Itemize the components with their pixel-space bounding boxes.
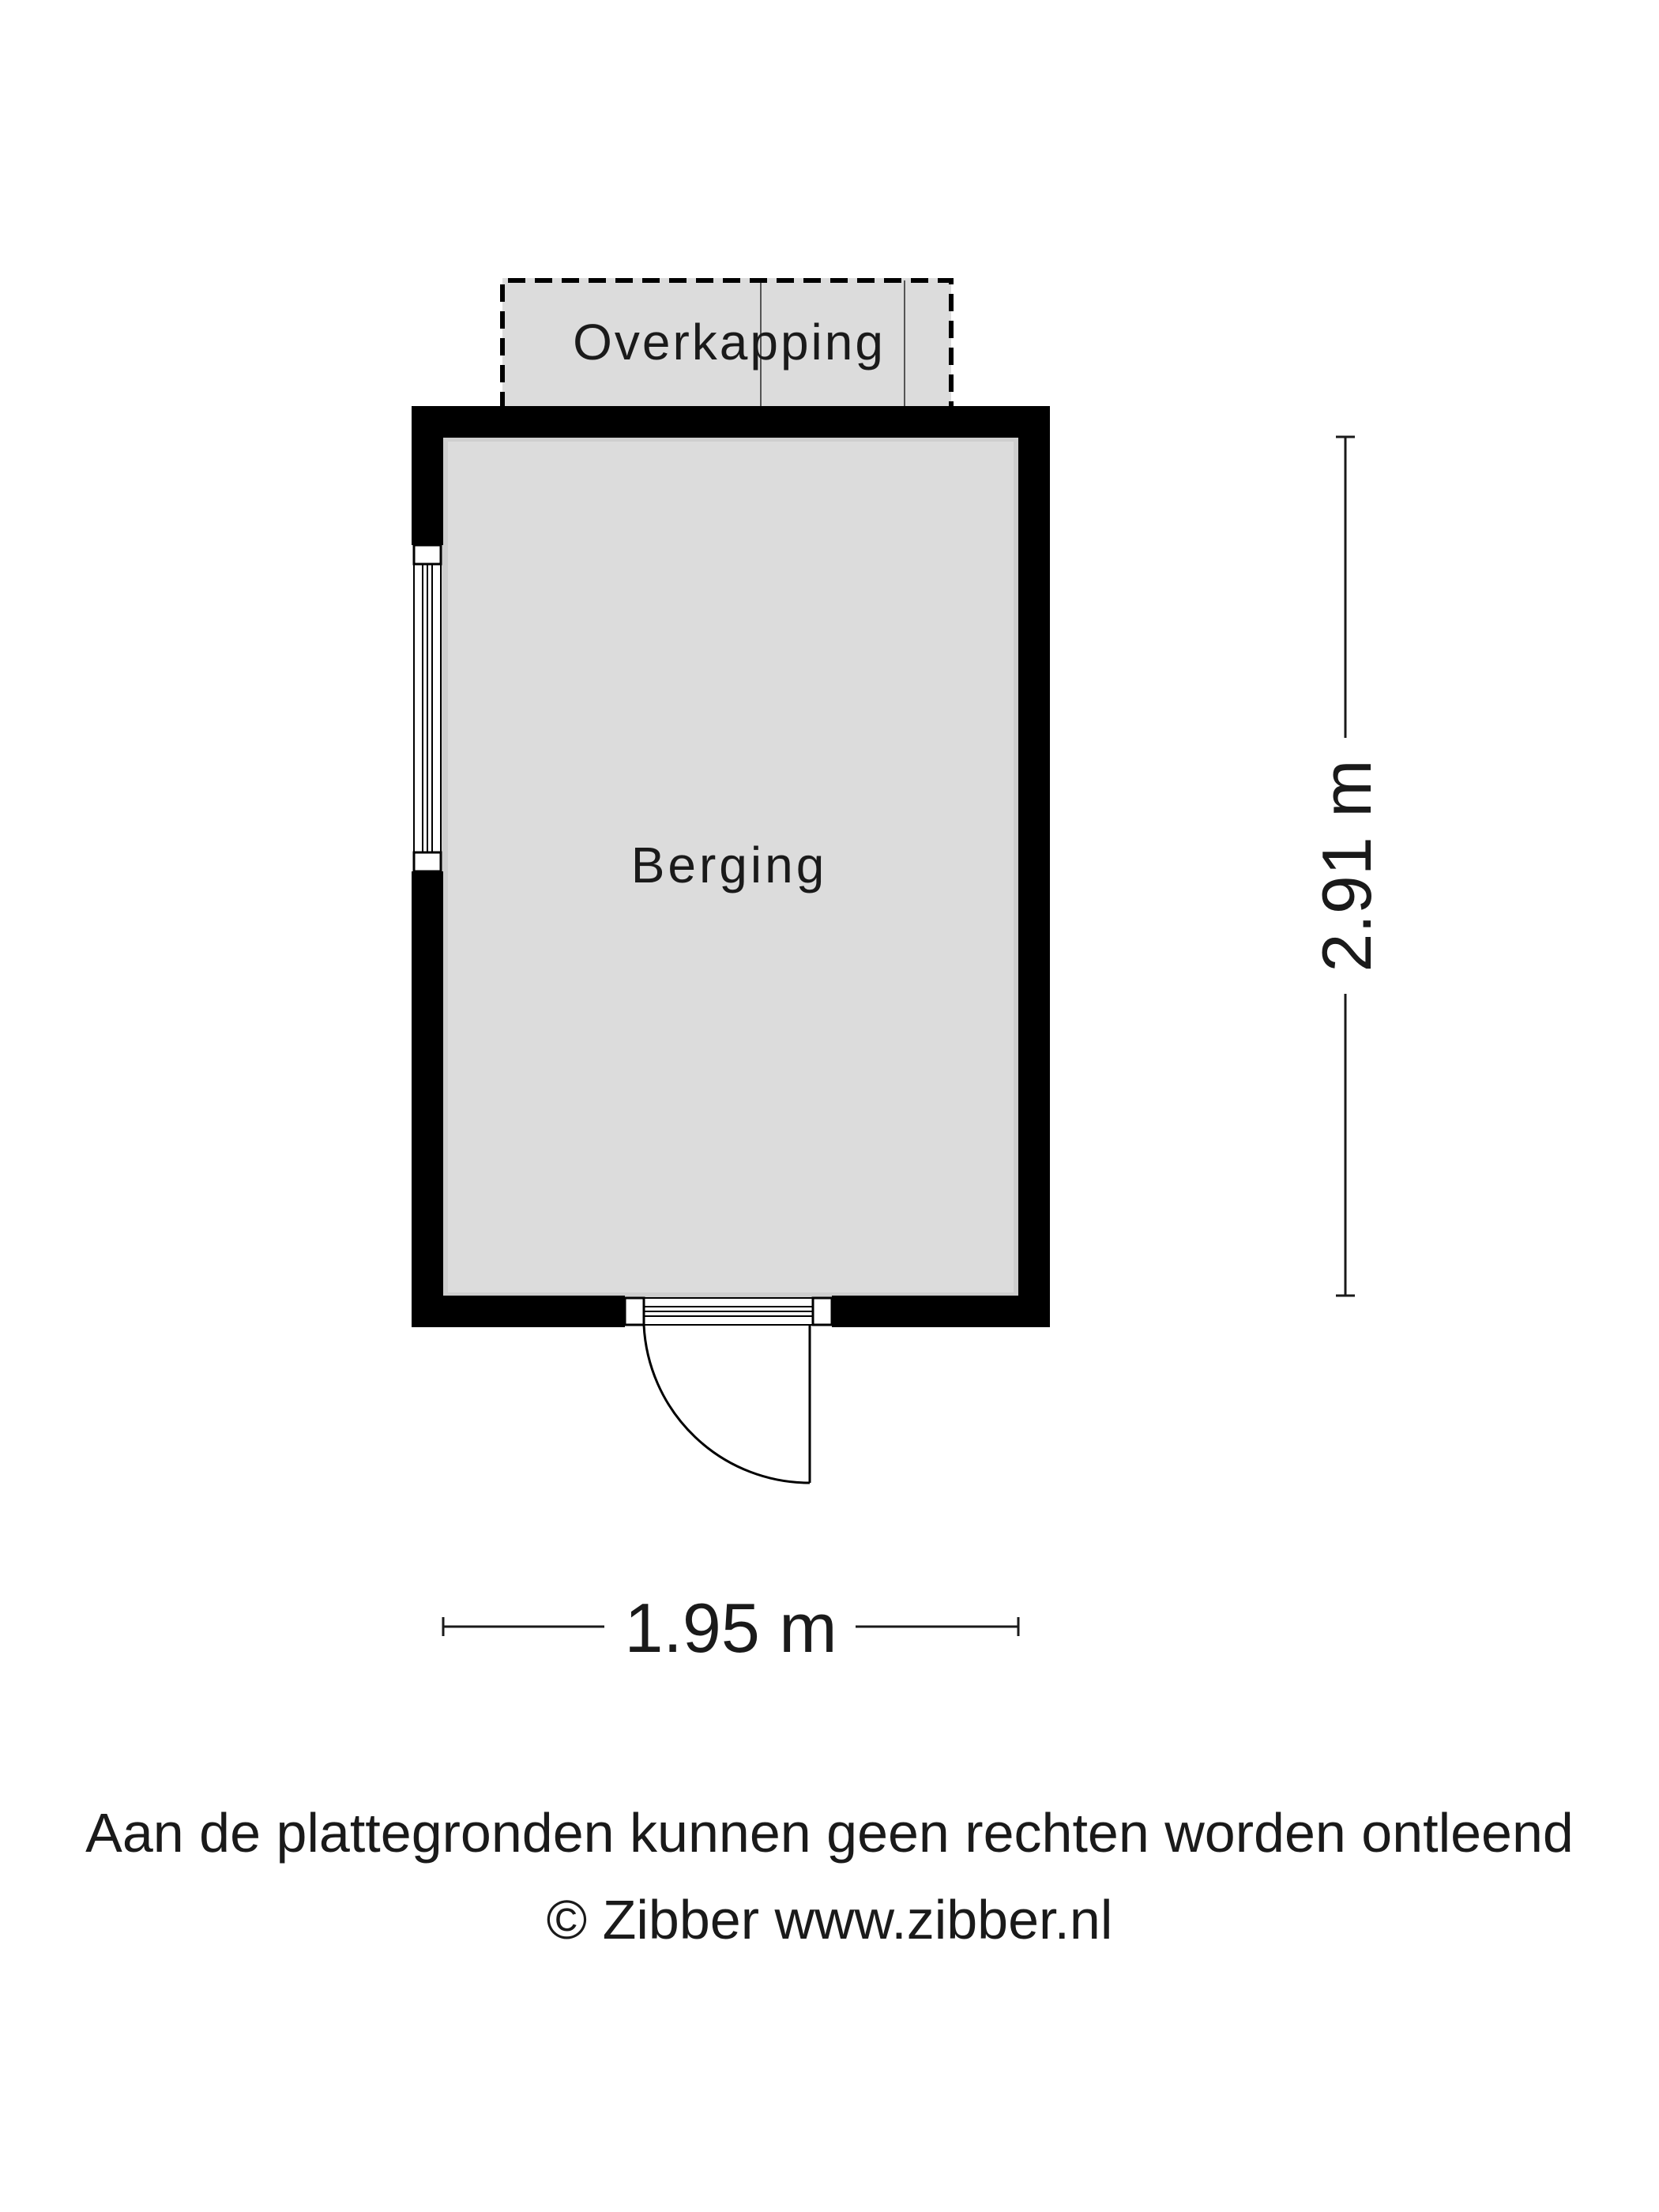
width-label: 1.95 m <box>624 1589 837 1667</box>
wall-bottom-right <box>832 1296 1050 1327</box>
disclaimer-text: Aan de plattegronden kunnen geen rechten worden ontleend <box>85 1802 1574 1864</box>
door-swing-arc <box>644 1325 810 1483</box>
width-dimension <box>443 1589 1018 1667</box>
depth-dimension <box>1307 437 1386 1296</box>
canopy-area <box>502 278 951 409</box>
depth-label: 2.91 m <box>1307 759 1386 972</box>
copyright-text: © Zibber www.zibber.nl <box>546 1889 1113 1951</box>
door-bottom <box>625 1298 832 1483</box>
canopy-label: Overkapping <box>573 314 886 371</box>
window-left <box>414 545 441 871</box>
room-label: Berging <box>630 837 828 893</box>
wall-top <box>412 406 1050 438</box>
wall-left-upper <box>412 406 443 545</box>
storage-room <box>412 406 1050 1483</box>
wall-right <box>1018 406 1050 1327</box>
wall-left-lower <box>412 871 443 1327</box>
wall-bottom-left <box>412 1296 625 1327</box>
